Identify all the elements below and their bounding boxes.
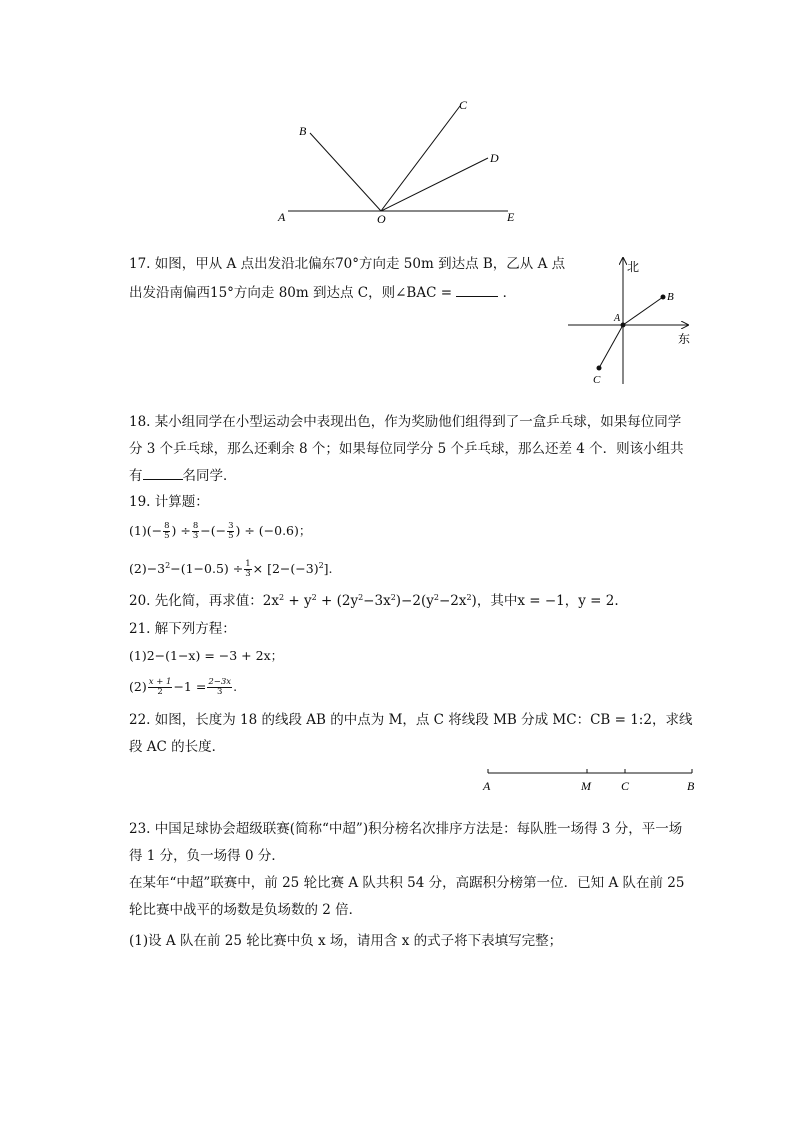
- compass-label-A: A: [614, 313, 621, 324]
- seg-label-B: B: [687, 779, 695, 793]
- exponent: 2: [433, 593, 439, 602]
- numerator: 8: [164, 521, 170, 531]
- label-A: A: [278, 210, 286, 224]
- q23-text1: 23. 中国足球协会超级联赛(简称“中超”)积分榜名次排序方法是：每队胜一场得 3 分，平一场得 1 分，负一场得 0 分．: [129, 821, 683, 864]
- q19-p2-c: × [2−(−3): [252, 561, 319, 576]
- point-A: [621, 323, 626, 328]
- denominator: 5: [228, 531, 234, 541]
- q17-answer-blank[interactable]: [456, 282, 498, 297]
- point-B: [661, 295, 666, 300]
- numerator: x + 1: [148, 677, 172, 687]
- label-O: O: [377, 212, 386, 226]
- q20-f: −2x: [438, 593, 467, 609]
- seg-label-M: M: [581, 779, 591, 793]
- q20-text: [129, 591, 619, 611]
- q18-answer-blank[interactable]: [143, 465, 183, 480]
- exponent: 2: [390, 593, 396, 602]
- q21-part2: [129, 677, 237, 697]
- q19-p2-d: ].: [323, 561, 333, 576]
- q21-p2-b: −1 =: [173, 679, 207, 694]
- point-C: [597, 366, 602, 371]
- q21-title: 21. 解下列方程：: [129, 621, 236, 637]
- q21-p2-a: (2): [129, 679, 147, 694]
- segment-AC: [599, 325, 623, 368]
- exponent: 2: [358, 593, 364, 602]
- exponent: 2: [466, 593, 472, 602]
- q19-part2: [129, 559, 333, 579]
- q20-b: + y: [284, 593, 312, 609]
- figure-rays-from-O: [270, 90, 530, 230]
- q20-c: + (2y: [316, 593, 359, 609]
- exponent: 2: [311, 593, 317, 602]
- label-D: D: [490, 151, 499, 165]
- q17-line1: 17. 如图，甲从 A 点出发沿北偏东70°方向走 50m 到达点 B，乙从 A 点: [129, 256, 566, 272]
- q19-title: 19. 计算题：: [129, 494, 209, 510]
- q20-d: −3x: [363, 593, 391, 609]
- exponent: 2: [318, 561, 324, 570]
- fraction: [244, 560, 251, 579]
- denominator: 3: [216, 687, 223, 697]
- q20-a: 20. 先化简，再求值：2x: [129, 593, 279, 609]
- q21-part1: (1)2−(1−x) = −3 + 2x；: [129, 648, 284, 663]
- q19-part1: [129, 521, 311, 541]
- q23-text2: 在某年“中超”联赛中，前 25 轮比赛 A 队共积 54 分，高踞积分榜第一位．已知 A 队在前 25 轮比赛中战平的场数是负场数的 2 倍．: [129, 875, 685, 918]
- q20-g: )，其中x = −1，y = 2.: [471, 593, 619, 609]
- denominator: 5: [164, 531, 170, 541]
- q18-tail: 名同学．: [182, 468, 237, 484]
- ray-OC: [381, 106, 460, 211]
- numerator: 8: [192, 521, 199, 531]
- q22-text: 22. 如图，长度为 18 的线段 AB 的中点为 M，点 C 将线段 MB 分成 MC：CB = 1:2，求线段 AC 的长度．: [129, 712, 693, 755]
- figure-compass: [560, 252, 700, 392]
- q19-p1-d: ) ÷ (−0.6)；: [235, 523, 312, 538]
- numerator: 1: [245, 559, 251, 569]
- q18-text: [129, 409, 694, 490]
- figure-segment-AB: [478, 763, 706, 799]
- numerator: 3: [228, 521, 234, 531]
- label-E: E: [507, 210, 515, 224]
- seg-label-A: A: [483, 779, 491, 793]
- fraction: [227, 522, 234, 541]
- compass-label-B: B: [667, 291, 674, 303]
- label-B: B: [299, 124, 307, 138]
- q17-line2: [129, 282, 516, 303]
- denominator: 3: [192, 531, 199, 541]
- q17-line2-text: 出发沿南偏西15°方向走 80m 到达点 C，则∠BAC =: [129, 285, 453, 301]
- q19-p2-b: −(1−0.5) ÷: [170, 561, 244, 576]
- denominator: 2: [157, 687, 163, 697]
- segment-AB: [623, 297, 663, 325]
- east-label: 东: [678, 332, 691, 346]
- fraction: [192, 522, 199, 541]
- q21-p2-c: .: [233, 679, 238, 694]
- q19-p1-b: ) ÷: [171, 523, 191, 538]
- q19-p1-c: −(−: [200, 523, 227, 538]
- ray-OD: [381, 158, 488, 211]
- fraction: [148, 678, 173, 697]
- north-label: 北: [627, 260, 640, 274]
- fraction: [163, 522, 170, 541]
- numerator: 2−3x: [208, 677, 232, 687]
- q20-e: )−2(y: [395, 593, 434, 609]
- compass-label-C: C: [593, 374, 601, 386]
- exponent: 2: [165, 561, 171, 570]
- q19-p2-a: (2)−3: [129, 561, 166, 576]
- ray-OB: [310, 133, 381, 211]
- label-C: C: [459, 98, 468, 112]
- q19-p1-a: (1)(−: [129, 523, 163, 538]
- q18-body: 18. 某小组同学在小型运动会中表现出色，作为奖励他们组得到了一盒乒乓球，如果每位同学分 3 个乒乓球，那么还剩余 8 个；如果每位同学分 5 个乒乓球，那么还差 4 个．则该小组共有: [129, 414, 684, 484]
- denominator: 3: [245, 569, 251, 579]
- seg-label-C: C: [621, 779, 630, 793]
- exponent: 2: [278, 593, 285, 602]
- fraction: [207, 678, 232, 697]
- q23-text3: (1)设 A 队在前 25 轮比赛中负 x 场，请用含 x 的式子将下表填写完整；: [129, 933, 563, 949]
- q17-end: ．: [502, 285, 517, 301]
